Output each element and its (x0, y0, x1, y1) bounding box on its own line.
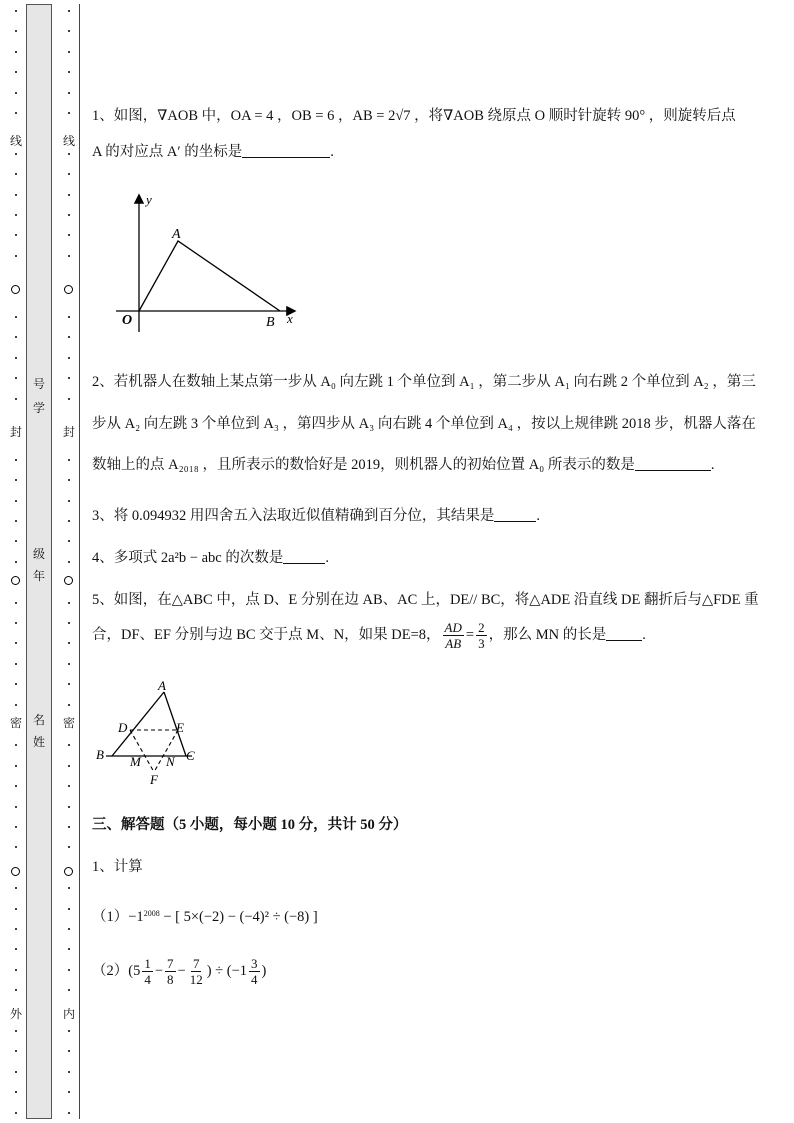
seal-dot (15, 765, 17, 767)
seal-dot (68, 459, 70, 461)
seal-circle-icon (11, 576, 20, 585)
q4-end: . (325, 550, 329, 566)
q3-text: 3、将 0.094932 用四舍五入法取近似值精确到百分位，其结果是 (92, 508, 495, 524)
seal-circle-icon (64, 576, 73, 585)
seal-column-inner (62, 0, 76, 1123)
seal-dot (68, 173, 70, 175)
q1-line-2 (92, 142, 334, 162)
seal-dot (15, 112, 17, 114)
label-f: F (150, 772, 158, 787)
q6-frac-3-4 (249, 956, 260, 987)
seal-dot (68, 928, 70, 930)
label-n: N (166, 754, 175, 769)
seal-dot (68, 704, 70, 706)
seal-dot (15, 928, 17, 930)
q6-part-1-label: （1） (92, 909, 129, 925)
section-title: 三、解答题（5 小题，每小题 10 分，共计 50 分） (92, 817, 408, 833)
seal-dot (15, 846, 17, 848)
seal-dot (15, 377, 17, 379)
q6-minus: − (177, 963, 186, 979)
seal-dot (68, 908, 70, 910)
seal-dot (68, 30, 70, 32)
seal-dot (15, 969, 17, 971)
seal-dot (15, 357, 17, 359)
seal-dot (15, 602, 17, 604)
seal-dot (15, 500, 17, 502)
frac-denominator: AB (445, 636, 462, 652)
seal-circle-icon (11, 285, 20, 294)
seal-dot (68, 826, 70, 828)
seal-dot (15, 908, 17, 910)
q3-end: . (536, 508, 540, 524)
seal-dot (15, 806, 17, 808)
seal-char: 封 (62, 425, 75, 439)
seal-dot (15, 1071, 17, 1073)
seal-dot (68, 846, 70, 848)
seal-dot (68, 744, 70, 746)
seal-dot (15, 520, 17, 522)
q6-part-2-label: （2） (92, 963, 129, 979)
seal-dot (68, 336, 70, 338)
seal-dot (68, 234, 70, 236)
seal-dot (15, 1112, 17, 1114)
seal-dot (15, 194, 17, 196)
seal-dot (68, 92, 70, 94)
seal-char: 线 (9, 134, 22, 148)
q6-part-2-close: ) (261, 963, 267, 979)
seal-dot (68, 153, 70, 155)
q6-frac-1-4 (142, 956, 153, 987)
q4-text: 4、多项式 2a²b − abc 的次数是 (92, 550, 284, 566)
seal-char: 线 (62, 134, 75, 148)
triangle-sides (139, 241, 280, 311)
q2-line-1: 2、若机器人在数轴上某点第一步从 A₀ 向左跳 1 个单位到 A₁ ，第二步从 A₁ 向右跳 2 个单位到 A₂ ，第三 (92, 374, 756, 390)
seal-dot (15, 30, 17, 32)
q6-part-2-mid: ) ÷ (−1 (206, 963, 248, 979)
q5-line-2b: ，那么 MN 的长是 (488, 627, 607, 643)
seal-dot (68, 1091, 70, 1093)
seal-dot (15, 826, 17, 828)
q6-part-1 (92, 904, 318, 927)
q2-line-3-end: . (710, 457, 715, 473)
margin-rule (79, 4, 80, 1119)
seal-dot (15, 1030, 17, 1032)
q2-line-2: 步从 A₂ 向左跳 3 个单位到 A₃ ，第四步从 A₃ 向右跳 4 个单位到 A₄ ，按以上规律跳 2018 步，机器人落在 (92, 416, 756, 432)
binding-margin (0, 0, 82, 1123)
q5-line-1: 5、如图，在△ABC 中，点 D、E 分别在边 AB、AC 上，DE// BC，将△ADE 沿直线 DE 翻折后与△FDE 重 (92, 592, 759, 608)
seal-char: 密 (9, 716, 22, 730)
q6-part-1-exponent: 2008 (143, 909, 160, 918)
seal-char: 封 (9, 425, 22, 439)
q5-line-2-end: . (642, 627, 646, 643)
seal-dot (68, 1071, 70, 1073)
label-c: C (186, 748, 195, 763)
q6-frac-7-12 (188, 956, 205, 987)
strip-label: 号 (32, 377, 45, 391)
frac-numerator: 7 (167, 956, 174, 972)
frac-numerator: 2 (478, 620, 485, 636)
seal-dot (68, 51, 70, 53)
q1-line-1: 1、如图，∇AOB 中，OA = 4 ，OB = 6 ，AB = 2√7 ，将∇AOB 绕原点 O 顺时针旋转 90° ，则旋转后点 (92, 108, 736, 124)
q5-answer-blank (606, 626, 642, 641)
y-axis-label: y (146, 192, 152, 207)
seal-dot (68, 316, 70, 318)
point-b-label: B (266, 315, 275, 330)
seal-dot (15, 704, 17, 706)
seal-dot (68, 540, 70, 542)
seal-dot (68, 663, 70, 665)
seal-dot (15, 316, 17, 318)
q5-fraction-2-3 (476, 620, 487, 651)
seal-dot (15, 642, 17, 644)
seal-char: 内 (62, 1007, 75, 1021)
frac-denominator: 3 (478, 636, 485, 652)
q6-frac-7-8 (165, 956, 176, 987)
figure-triangle-aob (108, 186, 308, 336)
student-info-strip (26, 4, 52, 1119)
q5-fraction-ad-ab (443, 620, 464, 651)
q6-part-2-open: (5 (128, 963, 141, 979)
seal-dot (15, 92, 17, 94)
seal-dot (68, 622, 70, 624)
frac-numerator: 7 (192, 956, 200, 972)
seal-dot (15, 255, 17, 257)
seal-column-outer (9, 0, 23, 1123)
seal-dot (15, 479, 17, 481)
seal-dot (15, 1091, 17, 1093)
seal-dot (15, 744, 17, 746)
seal-dot (15, 948, 17, 950)
seal-char: 外 (9, 1007, 22, 1021)
seal-dot (68, 561, 70, 563)
strip-label: 姓 (32, 735, 45, 749)
seal-dot (68, 10, 70, 12)
seal-dot (68, 1030, 70, 1032)
seal-dot (68, 1112, 70, 1114)
seal-dot (15, 459, 17, 461)
seal-dot (68, 479, 70, 481)
seal-dot (68, 765, 70, 767)
seal-circle-icon (64, 867, 73, 876)
seal-dot (15, 785, 17, 787)
q2-line-3-text: 数轴上的点 A₂₀₁₈ ，且所表示的数恰好是 2019，则机器人的初始位置 A₀ 所表示的数是 (92, 457, 635, 473)
seal-dot (15, 663, 17, 665)
point-a-label: A (172, 227, 181, 242)
seal-dot (15, 153, 17, 155)
seal-dot (68, 969, 70, 971)
seal-dot (68, 642, 70, 644)
seal-dot (68, 785, 70, 787)
seal-dot (68, 398, 70, 400)
frac-numerator: 3 (251, 956, 258, 972)
seal-dot (15, 622, 17, 624)
frac-denominator: 4 (251, 972, 258, 988)
label-m: M (130, 754, 141, 769)
seal-dot (68, 357, 70, 359)
strip-label: 学 (32, 401, 45, 415)
q6-title: 1、计算 (92, 859, 143, 875)
seal-dot (68, 520, 70, 522)
seal-dot (68, 989, 70, 991)
seal-char: 密 (62, 716, 75, 730)
q1-line-2-text: A 的对应点 A′ 的坐标是 (92, 144, 243, 160)
q4-line (92, 548, 329, 568)
seal-dot (68, 1050, 70, 1052)
seal-dot (15, 71, 17, 73)
seal-circle-icon (64, 285, 73, 294)
q5-line-2a: 合，DF、EF 分别与边 BC 交于点 M、N，如果 DE=8， (92, 627, 441, 643)
seal-dot (15, 398, 17, 400)
seal-circle-icon (11, 867, 20, 876)
strip-label: 名 (32, 713, 45, 727)
origin-label: O (122, 313, 133, 328)
q3-answer-blank (494, 507, 536, 522)
label-e: E (176, 720, 184, 735)
q4-answer-blank (283, 549, 325, 564)
frac-denominator: 4 (144, 972, 151, 988)
strip-label: 级 (32, 547, 45, 561)
q6-part-1-rest: − [ 5×(−2) − (−4)² ÷ (−8) ] (159, 909, 318, 925)
seal-dot (15, 683, 17, 685)
seal-dot (15, 561, 17, 563)
seal-dot (68, 255, 70, 257)
seal-dot (15, 540, 17, 542)
frac-denominator: 12 (189, 972, 203, 988)
q2-answer-blank (635, 456, 711, 471)
seal-dot (15, 214, 17, 216)
seal-dot (68, 602, 70, 604)
frac-denominator: 8 (167, 972, 174, 988)
frac-numerator: 1 (144, 956, 151, 972)
seal-dot (68, 194, 70, 196)
seal-dot (68, 214, 70, 216)
label-a: A (158, 678, 166, 693)
seal-dot (68, 948, 70, 950)
seal-dot (68, 806, 70, 808)
seal-dot (68, 683, 70, 685)
strip-label: 年 (32, 569, 45, 583)
q6-minus: − (154, 963, 164, 979)
q6-part-2 (92, 954, 266, 994)
seal-dot (68, 887, 70, 889)
x-axis-label: x (287, 311, 293, 326)
q3-line (92, 506, 540, 526)
q5-line-2 (92, 618, 646, 658)
seal-dot (68, 112, 70, 114)
q2-line-3 (92, 455, 714, 475)
q6-part-1-base: −1 (128, 909, 144, 925)
label-b: B (96, 747, 104, 762)
q5-equals: = (465, 627, 475, 643)
seal-dot (68, 71, 70, 73)
seal-dot (15, 10, 17, 12)
seal-dot (15, 51, 17, 53)
seal-dot (15, 887, 17, 889)
seal-dot (15, 989, 17, 991)
q1-answer-blank (242, 143, 330, 158)
figure-triangle-abc (92, 676, 212, 792)
frac-numerator: AD (444, 620, 462, 636)
seal-dot (15, 1050, 17, 1052)
seal-dot (15, 336, 17, 338)
seal-dot (15, 173, 17, 175)
seal-dot (68, 500, 70, 502)
q1-line-2-end: . (330, 144, 334, 160)
seal-dot (15, 234, 17, 236)
seal-dot (68, 377, 70, 379)
label-d: D (118, 720, 128, 735)
